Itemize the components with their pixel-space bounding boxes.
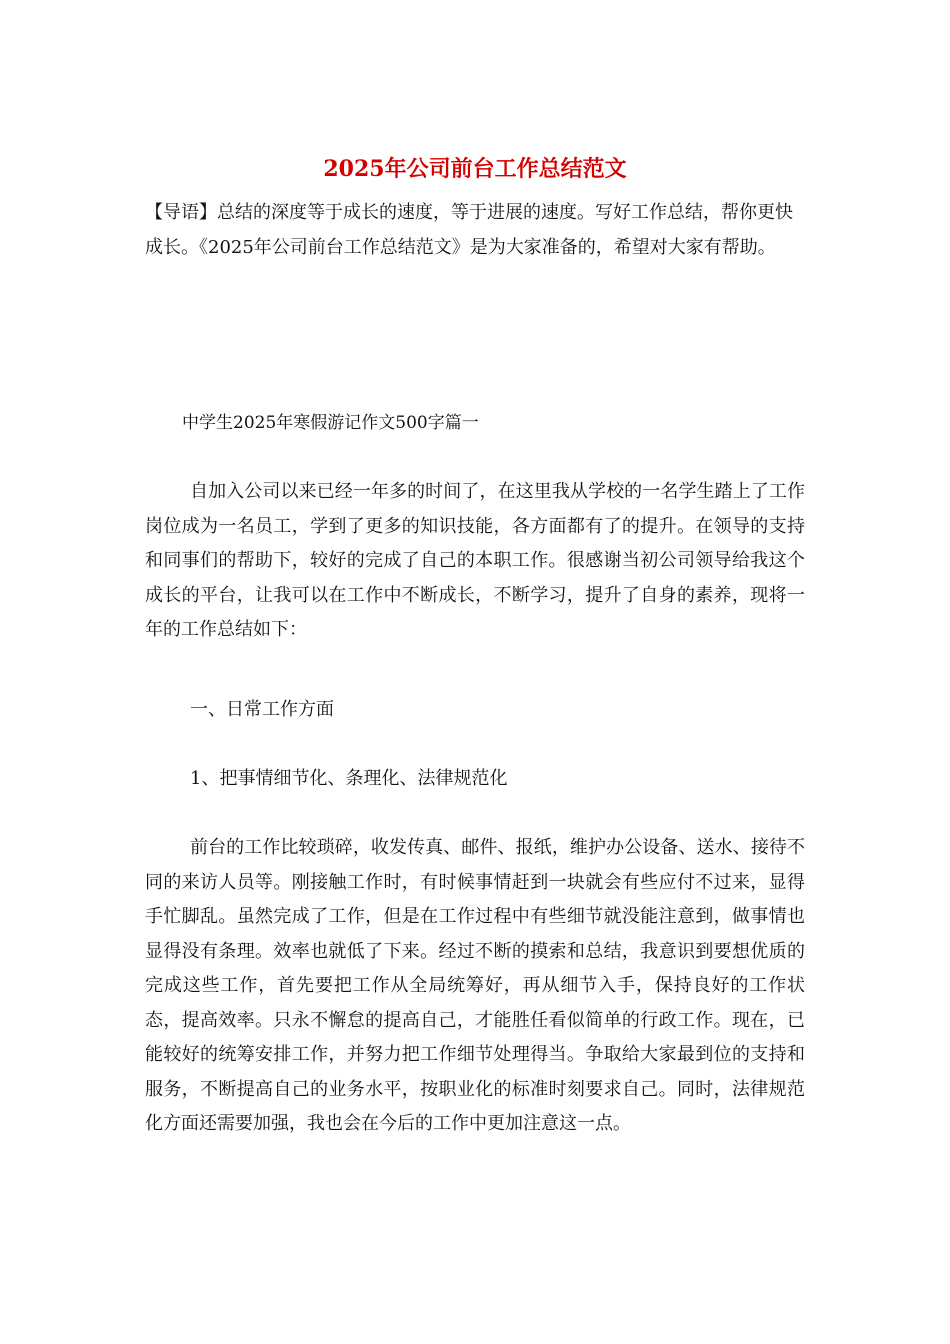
document-title: 2025年公司前台工作总结范文 [323,156,627,182]
body-paragraph-1: 自加入公司以来已经一年多的时间了，在这里我从学校的一名学生踏上了工作岗位成为一名员工，学到了更多的知识技能，各方面都有了的提升。在领导的支持和同事们的帮助下，较好的完成了自己的本职工作。很感谢当初公司领导给我这个成长的平台，让我可以在工作中不断成长，不断学习，提升了自身的素养，现将一年的工作总结如下： [145,481,805,640]
intro-paragraph: 【导语】总结的深度等于成长的速度，等于进展的速度。写好工作总结，帮你更快成长。《2025年公司前台工作总结范文》是为大家准备的，希望对大家有帮助。 [145,202,793,258]
body-paragraph-2: 前台的工作比较琐碎，收发传真、邮件、报纸，维护办公设备、送水、接待不同的来访人员等。刚接触工作时，有时候事情赶到一块就会有些应付不过来，显得手忙脚乱。虽然完成了工作，但是在工作过程中有些细节就没能注意到，做事情也显得没有条理。效率也就低了下来。经过不断的摸索和总结，我意识到要想优质的完成这些工作，首先要把工作从全局统筹好，再从细节入手，保持良好的工作状态，提高效率。只永不懈怠的提高自己，才能胜任看似简单的行政工作。现在，已能较好的统筹安排工作，并努力把工作细节处理得当。争取给大家最到位的支持和服务，不断提高自己的业务水平，按职业化的标准时刻要求自己。同时，法律规范化方面还需要加强，我也会在今后的工作中更加注意这一点。 [145,837,805,1134]
section-subtitle: 中学生2025年寒假游记作文500字篇一 [182,413,479,433]
section-heading-1: 一、日常工作方面 [190,699,334,720]
subsection-heading-1: 1、把事情细节化、条理化、法律规范化 [190,768,508,789]
